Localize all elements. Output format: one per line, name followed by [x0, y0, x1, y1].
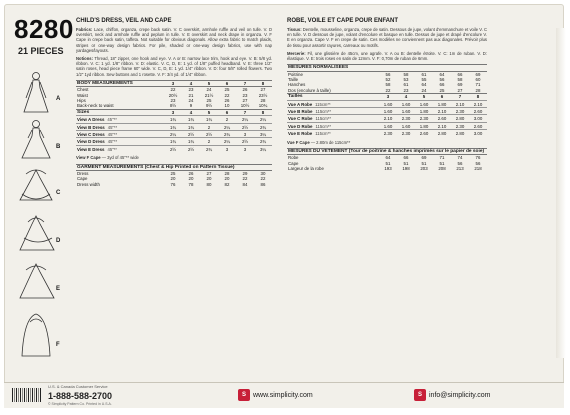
- value-cell: 10¾: [258, 103, 268, 109]
- value-cell: 58: [457, 77, 463, 83]
- value-cell: 20: [224, 176, 230, 182]
- phone-number: 1-888-588-2700: [48, 391, 113, 401]
- view-letter-a: A: [56, 96, 61, 102]
- row-label: Chest: [77, 87, 89, 93]
- size-cell: 8: [476, 94, 480, 100]
- value-cell: 25: [439, 87, 445, 93]
- value-cell: 71: [439, 155, 445, 161]
- view-letter-f: F: [56, 342, 60, 348]
- value-cell: 24: [421, 87, 427, 93]
- value-cell: 2.80: [451, 115, 469, 122]
- mercerie-paragraph: [287, 51, 487, 61]
- table-row: [76, 138, 272, 145]
- view-letter-e: E: [56, 286, 61, 292]
- value-cell: 27: [242, 98, 248, 104]
- size-cell: 8: [261, 109, 265, 115]
- value-cell: 2¼: [218, 138, 236, 145]
- value-cell: 64: [421, 82, 427, 88]
- sketch-view-a: [24, 73, 48, 113]
- value-cell: 69: [457, 82, 463, 88]
- value-cell: 2.30: [397, 115, 415, 122]
- value-cell: 2.30: [379, 130, 397, 137]
- value-cell: 3.00: [469, 130, 487, 137]
- value-cell: 2.30: [415, 115, 433, 122]
- value-cell: 2.60: [415, 130, 433, 137]
- table-row: [76, 131, 272, 138]
- table-row: [76, 182, 272, 187]
- value-cell: 218: [474, 166, 482, 172]
- value-cell: 2½: [182, 131, 200, 138]
- phone-caption: U.S. & Canada Customer Service: [48, 384, 108, 389]
- tailles-label: Tailles: [288, 94, 303, 100]
- fabric-width: 45"**: [107, 117, 117, 123]
- table-row: [76, 123, 272, 130]
- value-cell: 1.60: [415, 100, 433, 107]
- value-cell: 52: [385, 77, 391, 83]
- fabric-width: 115cm**: [315, 131, 331, 137]
- row-label: [287, 122, 379, 129]
- view-title: View C Dress: [77, 132, 105, 138]
- value-cell: 56: [385, 71, 391, 77]
- cape-label: Vue F Cape: [287, 139, 310, 145]
- value-cell: 28: [224, 170, 230, 176]
- value-cell: 203: [420, 166, 428, 172]
- value-cell: 71: [475, 82, 481, 88]
- value-cell: 2½: [236, 138, 254, 145]
- value-cell: 23½: [258, 92, 268, 98]
- value-cell: 51: [385, 160, 391, 166]
- mercerie-label: Mercerie:: [287, 50, 306, 56]
- row-label: [287, 115, 379, 122]
- simplicity-logo-icon: S: [238, 389, 250, 401]
- value-cell: 9½: [205, 103, 213, 109]
- mesures-vetement-table: [287, 148, 487, 172]
- email-text: info@simplicity.com: [429, 391, 491, 399]
- value-cell: 2.80: [433, 130, 451, 137]
- value-cell: 66: [439, 82, 445, 88]
- value-cell: 1.60: [379, 122, 397, 129]
- fabric-width: 45"**: [107, 139, 118, 145]
- garment-title-en: GARMENT MEASUREMENTS (Chest & Hip Printed on Pattern Tissue): [77, 164, 235, 170]
- value-cell: 22: [260, 176, 266, 182]
- row-label: [76, 145, 164, 152]
- value-cell: 26: [242, 87, 248, 93]
- value-cell: 1¾: [164, 138, 182, 145]
- sketch-view-c: [20, 170, 52, 200]
- value-cell: 27: [260, 87, 266, 93]
- value-cell: 60: [475, 77, 481, 83]
- value-cell: 2.10: [433, 122, 451, 129]
- value-cell: 61: [421, 71, 427, 77]
- value-cell: 2: [200, 123, 218, 130]
- value-cell: 20: [188, 176, 194, 182]
- value-cell: 82: [224, 181, 230, 187]
- row-label: Dos (encolure à taille): [288, 87, 331, 93]
- value-cell: 2.30: [451, 122, 469, 129]
- sketch-view-d: [20, 216, 54, 250]
- value-cell: 84: [242, 181, 248, 187]
- value-cell: 20: [170, 176, 176, 182]
- table-row: [287, 130, 487, 137]
- row-label: Dress: [77, 170, 89, 176]
- row-label: Taille: [288, 77, 299, 83]
- view-title: Vue B Robe: [288, 109, 313, 115]
- value-cell: 2½: [200, 131, 218, 138]
- row-label: Cape: [77, 176, 88, 182]
- value-cell: 198: [402, 166, 410, 172]
- pattern-envelope-back: [4, 4, 564, 408]
- table-row: [287, 115, 487, 122]
- view-title: View E Dress: [77, 146, 105, 152]
- tissus-paragraph: [287, 27, 487, 48]
- value-cell: 1¾: [200, 116, 218, 123]
- cape-text: 2.80m de 115cm**: [316, 139, 351, 145]
- row-label: Poitrine: [288, 71, 303, 77]
- view-title: Vue A Robe: [288, 101, 313, 107]
- value-cell: 1¾: [182, 123, 200, 130]
- value-cell: 3.00: [469, 115, 487, 122]
- value-cell: 58: [385, 82, 391, 88]
- table-row: [76, 103, 272, 109]
- customer-service: [48, 391, 112, 401]
- view-title: Vue C Robe: [288, 116, 313, 122]
- value-cell: 2: [218, 116, 236, 123]
- measure-title: BODY MEASUREMENTS: [77, 80, 133, 86]
- simplicity-logo-icon: S: [414, 389, 426, 401]
- size-header: 8: [261, 80, 265, 86]
- value-cell: 23: [403, 87, 409, 93]
- value-cell: 2½: [164, 145, 182, 152]
- value-cell: 25: [224, 87, 230, 93]
- value-cell: 1.80: [415, 108, 433, 115]
- value-cell: 64: [385, 155, 391, 161]
- value-cell: 1¾: [164, 116, 182, 123]
- value-cell: 2.60: [469, 122, 487, 129]
- value-cell: 8½: [169, 103, 177, 109]
- website-text: www.simplicity.com: [253, 391, 313, 399]
- value-cell: 10: [224, 103, 230, 109]
- value-cell: 23: [170, 98, 176, 104]
- french-panel: [287, 18, 487, 368]
- row-label: Dress width: [77, 181, 100, 187]
- value-cell: 53: [403, 77, 409, 83]
- value-cell: 51: [439, 160, 445, 166]
- fabric-width: 45"**: [107, 124, 118, 130]
- fabrics-text: Lace, chiffon, organza, crepe back satin. V. C overskirt, armhole ruffle and veil on tulle. V. D overskirt, neck and armhole ruffle and peplum in tulle. V. E overskirt and neck drape in organza. V. F Cape in crepe back satin, taffeta. Not suitable for obvious diagonals. Allow extra fabric to match plaids, stripes or one-way design fabrics. For pile, shaded or one-way design fabrics, use with nap yardages/layouts.: [76, 27, 272, 53]
- tissus-label: Tissus:: [287, 27, 302, 32]
- value-cell: 61: [403, 82, 409, 88]
- value-cell: 2.10: [433, 108, 451, 115]
- value-cell: 56: [439, 77, 445, 83]
- value-cell: 1.80: [415, 122, 433, 129]
- value-cell: 25: [206, 98, 212, 104]
- english-panel: [76, 18, 272, 368]
- value-cell: 9: [189, 103, 193, 109]
- value-cell: 2¼: [164, 131, 182, 138]
- value-cell: 78: [188, 181, 194, 187]
- value-cell: 64: [439, 71, 445, 77]
- sizes-label: Sizes: [77, 109, 90, 115]
- value-cell: 22: [242, 176, 248, 182]
- value-cell: 2½: [236, 123, 254, 130]
- value-cell: 69: [421, 155, 427, 161]
- fabric-width: 45"**: [107, 146, 117, 152]
- pattern-number: 8280: [14, 14, 74, 44]
- sketch-view-e: [20, 264, 54, 298]
- size-cell: 3: [171, 109, 175, 115]
- table-row: [287, 166, 487, 171]
- row-label: Cape: [288, 160, 299, 166]
- value-cell: 193: [384, 166, 392, 172]
- table-row: [287, 88, 487, 94]
- value-cell: 1¾: [182, 116, 200, 123]
- size-cell: 4: [189, 109, 193, 115]
- value-cell: 2.80: [451, 130, 469, 137]
- value-cell: 27: [457, 87, 463, 93]
- row-label: [76, 131, 164, 138]
- fine-print: © Simplicity Pattern Co. Printed in U.S.A.: [48, 402, 112, 406]
- value-cell: 51: [421, 160, 427, 166]
- size-header: 3: [171, 80, 175, 86]
- value-cell: 27: [206, 170, 212, 176]
- row-label: Waist: [77, 92, 88, 98]
- view-title: Vue D Robe: [288, 123, 313, 129]
- value-cell: 25: [170, 170, 176, 176]
- value-cell: 29: [242, 170, 248, 176]
- sketch-view-b: [22, 121, 50, 159]
- table-row: [76, 145, 272, 152]
- value-cell: 3¼: [254, 131, 272, 138]
- value-cell: 2.10: [451, 100, 469, 107]
- size-cell: 5: [422, 94, 426, 100]
- website-link[interactable]: [238, 389, 313, 401]
- table-row: [76, 116, 272, 123]
- value-cell: 2.10: [469, 100, 487, 107]
- view-sketches: [14, 66, 76, 366]
- value-cell: 213: [456, 166, 464, 172]
- fabric-width: 115cm**: [315, 101, 331, 107]
- value-cell: 22: [224, 92, 230, 98]
- row-label: [76, 138, 164, 145]
- value-cell: 2.10: [379, 115, 397, 122]
- value-cell: 24: [206, 87, 212, 93]
- size-cell: 5: [207, 109, 211, 115]
- value-cell: 2: [200, 138, 218, 145]
- value-cell: 66: [403, 155, 409, 161]
- cape-text: 3yd of 45"** wide: [107, 155, 139, 161]
- value-cell: 2½: [182, 145, 200, 152]
- value-cell: 69: [475, 71, 481, 77]
- fabric-width: 115cm**: [315, 123, 332, 129]
- panel-title-en: CHILD'S DRESS, VEIL AND CAPE: [76, 18, 172, 24]
- value-cell: 2.60: [433, 115, 451, 122]
- value-cell: 24: [188, 98, 194, 104]
- value-cell: 51: [403, 160, 409, 166]
- mesures-table: [287, 64, 487, 136]
- value-cell: 56: [475, 160, 481, 166]
- value-cell: 2¼: [218, 123, 236, 130]
- value-cell: 2.60: [469, 108, 487, 115]
- tissus-text: Dentelle, mousseline, organza, crepe de satin. Dessous de jupe, volant d'emmanchure et voile V. C en tulle. V. D dessous de jupe, volant d'encolure et basque en tulle. Dessus de jupe et drapé d'encolure V. E en organza. Cape V. F en crepe de satin. Ces modèles ne conviennent pas aux diagonales. Prévoir plus de tissu pour assortir rayures, carreaux ou motifs.: [287, 27, 487, 48]
- value-cell: 21½: [204, 92, 214, 98]
- size-cell: 6: [225, 109, 229, 115]
- fabric-width: 45"**: [107, 132, 118, 138]
- panel-title-fr: ROBE, VOILE ET CAPE POUR ENFANT: [287, 18, 399, 24]
- value-cell: 2.30: [397, 130, 415, 137]
- value-cell: 1.60: [379, 108, 397, 115]
- value-cell: 3: [218, 145, 236, 152]
- value-cell: 80: [206, 181, 212, 187]
- barcode: [12, 388, 42, 402]
- notions-paragraph: [76, 56, 272, 77]
- view-letter-d: D: [56, 238, 61, 244]
- value-cell: 1¾: [164, 123, 182, 130]
- size-header: 6: [225, 80, 229, 86]
- value-cell: 1.60: [397, 100, 415, 107]
- row-label: [287, 108, 379, 115]
- value-cell: 10½: [240, 103, 250, 109]
- value-cell: 3: [236, 145, 254, 152]
- row-label: Robe: [288, 155, 299, 161]
- view-title: View D Dress: [77, 139, 105, 145]
- value-cell: 3¼: [254, 145, 272, 152]
- value-cell: 28: [475, 87, 481, 93]
- size-cell: 7: [458, 94, 462, 100]
- value-cell: 2.30: [451, 108, 469, 115]
- value-cell: 23: [188, 87, 194, 93]
- fabric-width: 115cm**: [315, 116, 332, 122]
- row-label: [287, 130, 379, 137]
- value-cell: 58: [403, 71, 409, 77]
- size-header: 7: [243, 80, 247, 86]
- size-header: 4: [189, 80, 193, 86]
- value-cell: 208: [438, 166, 446, 172]
- view-title: View A Dress: [77, 117, 105, 123]
- cape-yardage-fr: Vue F Cape — 2.80m de 115cm**: [287, 139, 351, 145]
- value-cell: 1¾: [182, 138, 200, 145]
- sketch-view-f: [22, 314, 50, 356]
- fabrics-paragraph: [76, 27, 272, 53]
- body-measurements-table: [76, 80, 272, 152]
- table-row: [287, 100, 487, 107]
- row-label: [287, 100, 379, 107]
- fabrics-label: Fabrics:: [76, 27, 93, 32]
- value-cell: 26: [224, 98, 230, 104]
- value-cell: 3: [236, 131, 254, 138]
- value-cell: 20: [206, 176, 212, 182]
- size-cell: 3: [386, 94, 390, 100]
- size-header: 5: [207, 80, 211, 86]
- mercerie-text: Fil, une glissière de 45cm, une agrafe. V. A ou B: dentelle étroite. V. C: 1m de ruban. V. D: élastique. V. E: trois roses en satin de 12mm. V. F: 0,70m de ruban de 6mm.: [287, 50, 487, 62]
- table-row: [287, 108, 487, 115]
- value-cell: 21: [188, 92, 194, 98]
- view-title: View B Dress: [77, 124, 105, 130]
- value-cell: 66: [457, 71, 463, 77]
- cape-label: View F Cape: [76, 155, 101, 161]
- row-label: [76, 123, 164, 130]
- value-cell: 76: [170, 181, 176, 187]
- value-cell: 22: [170, 87, 176, 93]
- value-cell: 76: [475, 155, 481, 161]
- value-cell: 74: [457, 155, 463, 161]
- value-cell: 26: [188, 170, 194, 176]
- value-cell: 28: [260, 98, 266, 104]
- size-cell: 4: [404, 94, 408, 100]
- value-cell: 2¼: [254, 116, 272, 123]
- notions-label: Notions:: [76, 56, 93, 62]
- value-cell: 2¾: [218, 131, 236, 138]
- garment-measurements-table: [76, 164, 272, 188]
- value-cell: 2¾: [200, 145, 218, 152]
- view-letter-b: B: [56, 144, 61, 150]
- value-cell: 2¼: [236, 116, 254, 123]
- pieces-count: 21 PIECES: [18, 46, 64, 56]
- table-row: [287, 122, 487, 129]
- value-cell: 1.60: [397, 108, 415, 115]
- fabric-width: 115cm**: [315, 109, 332, 115]
- value-cell: 30: [260, 170, 266, 176]
- value-cell: 1.60: [379, 100, 397, 107]
- envelope-footer: [4, 382, 564, 408]
- row-label: [76, 116, 164, 123]
- value-cell: 1.80: [433, 100, 451, 107]
- row-label: Hanches: [288, 82, 306, 88]
- size-cell: 7: [243, 109, 247, 115]
- value-cell: 20½: [168, 92, 178, 98]
- notions-text: Thread, 18" zipper, one hook and eye. V. A or B: narrow lace trim, hook and eye. V. B: 5/8 yd. ribbon. V. C: 1 yd. 1/8" ribbon. V. D: elastic. V. C, D, E: 1 yd. of 1/8" puffed headband. V. E: three 1/2" satin roses, head piece frame 60" wide. V. C, D, E: 1 yd. 1/4" ribbon. V. D: four 5/8" rolled flowers. Two 1/2" 1yd ribbon. Sew buttons and 1 rosette. V. F: 3/4 yd. of 1/4" ribbon.: [76, 56, 272, 77]
- row-label: Back-neck to waist: [77, 103, 114, 109]
- value-cell: 23: [242, 92, 248, 98]
- value-cell: 1.60: [397, 122, 415, 129]
- value-cell: 56: [457, 160, 463, 166]
- cape-yardage-en: View F Cape — 3yd of 45"** wide: [76, 155, 139, 161]
- view-title: Vue E Robe: [288, 131, 313, 137]
- row-label: Hips: [77, 98, 86, 104]
- value-cell: 55: [421, 77, 427, 83]
- email-link[interactable]: [414, 389, 490, 401]
- mesures-title: MESURES NORMALISEES: [288, 65, 349, 71]
- view-letter-c: C: [56, 190, 61, 196]
- garment-title-fr: MESURES DU VETEMENT (Tour de poitrine & hanches imprimés sur le papier de soie): [288, 148, 485, 154]
- value-cell: 86: [260, 181, 266, 187]
- size-cell: 6: [440, 94, 444, 100]
- value-cell: 22: [385, 87, 391, 93]
- row-label: Largeur de la robe: [288, 166, 324, 172]
- value-cell: 2¾: [254, 123, 272, 130]
- value-cell: 2¾: [254, 138, 272, 145]
